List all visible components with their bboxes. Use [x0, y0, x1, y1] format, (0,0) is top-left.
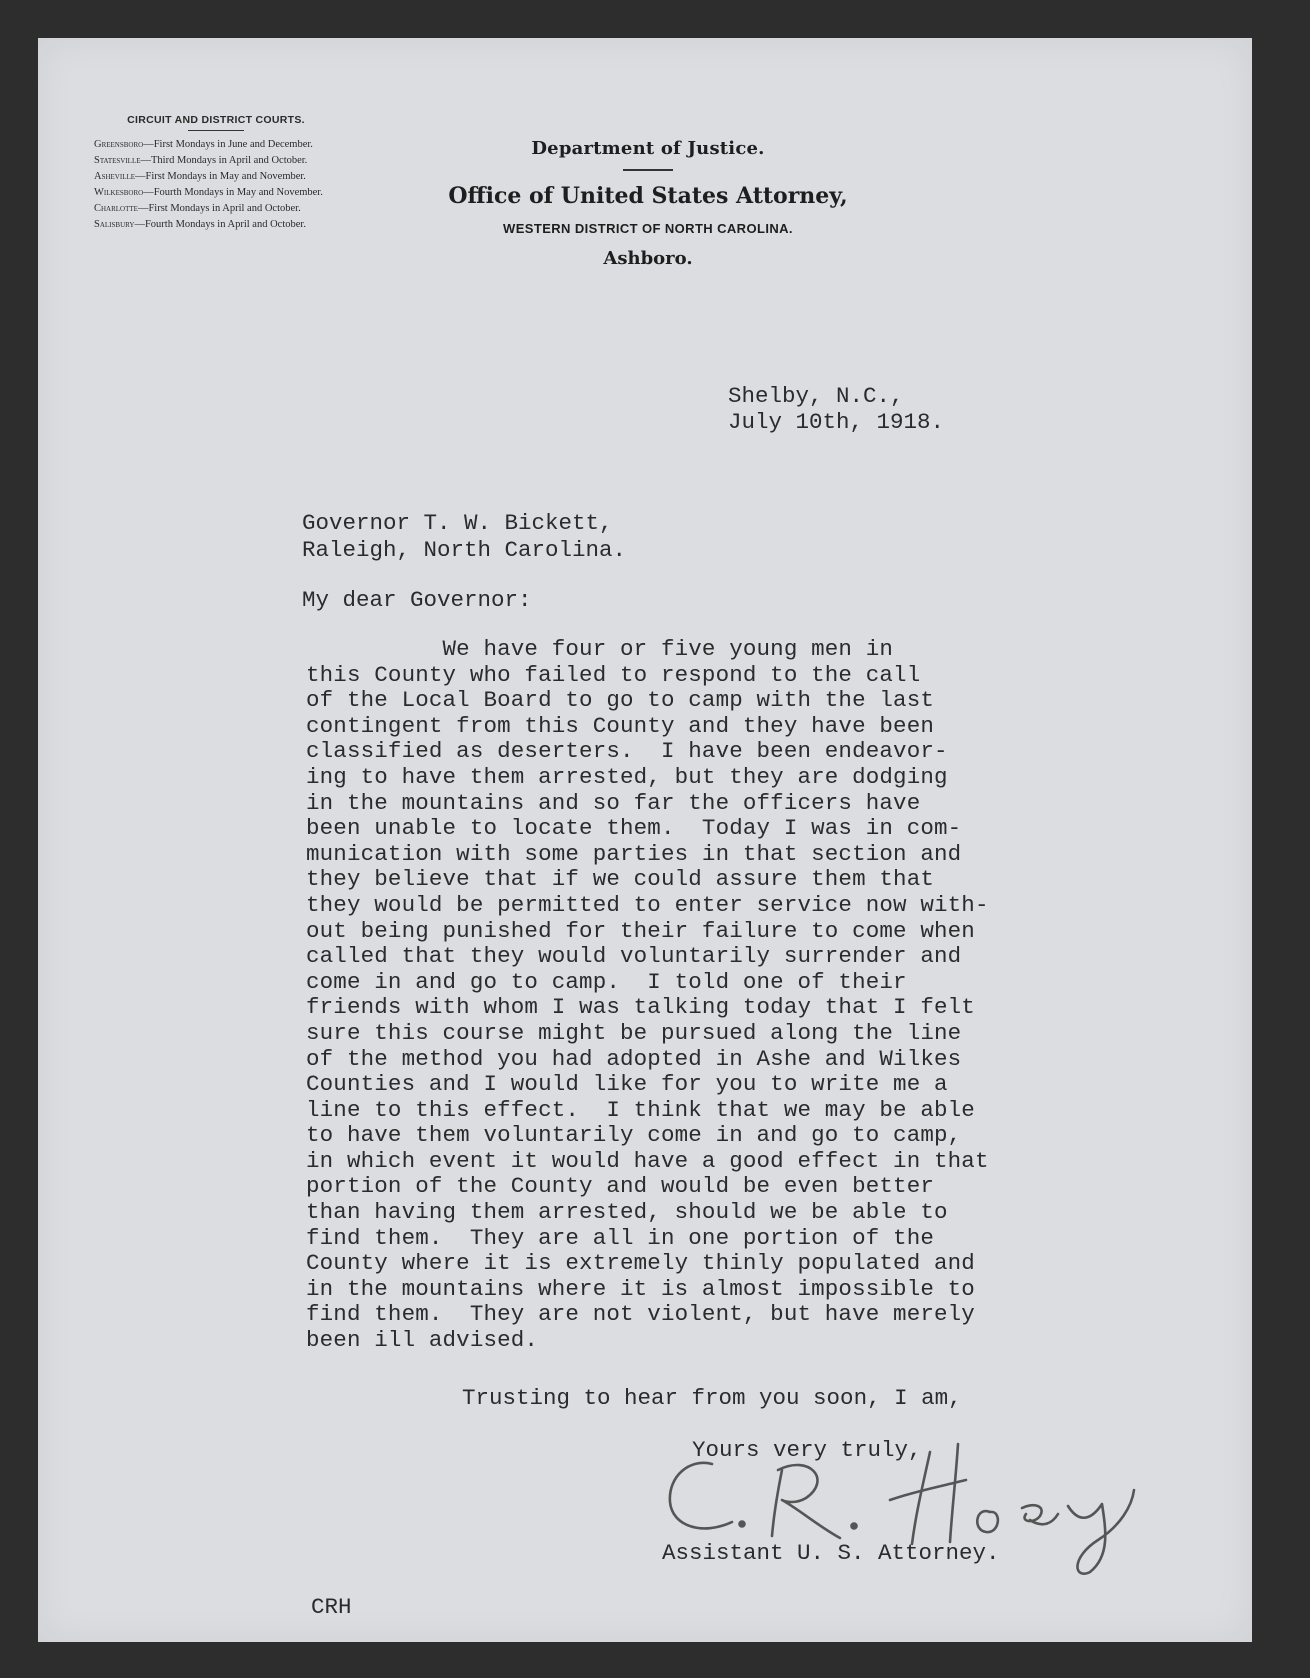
- body-line: portion of the County and would be even better: [306, 1173, 935, 1200]
- district-name: WESTERN DISTRICT OF NORTH CAROLINA.: [503, 221, 793, 236]
- date-line: [728, 383, 944, 435]
- body-line: to have them voluntarily come in and go to camp,: [306, 1122, 962, 1149]
- court-dates: —First Mondays in May and November.: [135, 171, 306, 182]
- body-line: in the mountains and so far the officers have: [306, 789, 921, 816]
- court-dates: —Third Mondays in April and October.: [140, 155, 308, 166]
- body-line: been unable to locate them. Today I was in com-: [306, 815, 962, 842]
- body-line: called that they would voluntarily surrender and: [306, 943, 962, 970]
- court-row: [94, 219, 338, 231]
- divider: [623, 169, 673, 171]
- court-city: Greensboro: [94, 139, 144, 150]
- inside-address: [302, 510, 626, 564]
- court-row: [94, 155, 338, 167]
- body-line: of the method you had adopted in Ashe and Wilkes: [306, 1045, 962, 1072]
- body-line: sure this course might be pursued along the line: [306, 1019, 962, 1046]
- department-name: Department of Justice.: [531, 138, 765, 159]
- body-line: find them. They are not violent, but have merely: [306, 1301, 975, 1328]
- body-line: than having them arrested, should we be able to: [306, 1199, 948, 1226]
- body-line: Counties and I would like for you to write me a: [306, 1071, 948, 1098]
- addressee-location: Raleigh, North Carolina.: [302, 537, 627, 563]
- body-line: this County who failed to respond to the call: [306, 661, 921, 688]
- signer-title: Assistant U. S. Attorney.: [662, 1540, 1000, 1566]
- court-city: Charlotte: [94, 203, 138, 214]
- date: July 10th, 1918.: [728, 409, 945, 435]
- office-name: Office of United States Attorney,: [448, 183, 848, 209]
- court-row: [94, 171, 338, 183]
- body-line: County where it is extremely thinly populated and: [306, 1250, 975, 1277]
- body-line: out being punished for their failure to come when: [306, 917, 975, 944]
- body-line: ing to have them arrested, but they are dodging: [306, 763, 948, 790]
- body-line: they believe that if we could assure them that: [306, 866, 935, 893]
- addressee-name: Governor T. W. Bickett,: [302, 510, 613, 536]
- body-line: been ill advised.: [306, 1327, 539, 1354]
- court-schedule-title: CIRCUIT AND DISTRICT COURTS.: [127, 114, 305, 126]
- body-line: come in and go to camp. I told one of their: [306, 968, 907, 995]
- court-dates: —Fourth Mondays in May and November.: [143, 187, 323, 198]
- court-city: Salisbury: [94, 219, 135, 230]
- date-place: Shelby, N.C.,: [728, 383, 904, 409]
- court-city: Statesville: [94, 155, 141, 166]
- court-row: [94, 203, 338, 215]
- court-city: Wilkesboro: [94, 187, 144, 198]
- body-line: in the mountains where it is almost impossible to: [306, 1275, 975, 1302]
- body-line: We have four or five young men in: [306, 636, 894, 662]
- court-city: Asheville: [94, 171, 136, 182]
- letter-body: [306, 637, 989, 1354]
- letterhead: [400, 138, 896, 269]
- divider: [188, 130, 244, 131]
- court-dates: —First Mondays in April and October.: [137, 203, 301, 214]
- body-line: classified as deserters. I have been endeavor-: [306, 738, 948, 765]
- valediction: Yours very truly,: [692, 1437, 922, 1463]
- body-line: line to this effect. I think that we may be able: [306, 1096, 975, 1123]
- court-row: [94, 139, 338, 151]
- body-line: of the Local Board to go to camp with the last: [306, 687, 935, 714]
- body-line: find them. They are all in one portion of the: [306, 1224, 935, 1251]
- body-line: in which event it would have a good effect in that: [306, 1147, 989, 1174]
- body-line: friends with whom I was talking today that I felt: [306, 994, 975, 1021]
- court-dates: —First Mondays in June and December.: [143, 139, 313, 150]
- closing-line: Trusting to hear from you soon, I am,: [462, 1385, 962, 1411]
- body-line: they would be permitted to enter service now with-: [306, 891, 989, 918]
- body-line: munication with some parties in that section and: [306, 840, 962, 867]
- court-schedule: [94, 114, 338, 235]
- court-dates: —Fourth Mondays in April and October.: [134, 219, 306, 230]
- office-city: Ashboro.: [603, 248, 693, 269]
- typist-initials: CRH: [311, 1594, 352, 1620]
- salutation: My dear Governor:: [302, 587, 532, 613]
- body-line: contingent from this County and they have been: [306, 712, 935, 739]
- court-schedule-list: [94, 139, 338, 231]
- court-row: [94, 187, 338, 199]
